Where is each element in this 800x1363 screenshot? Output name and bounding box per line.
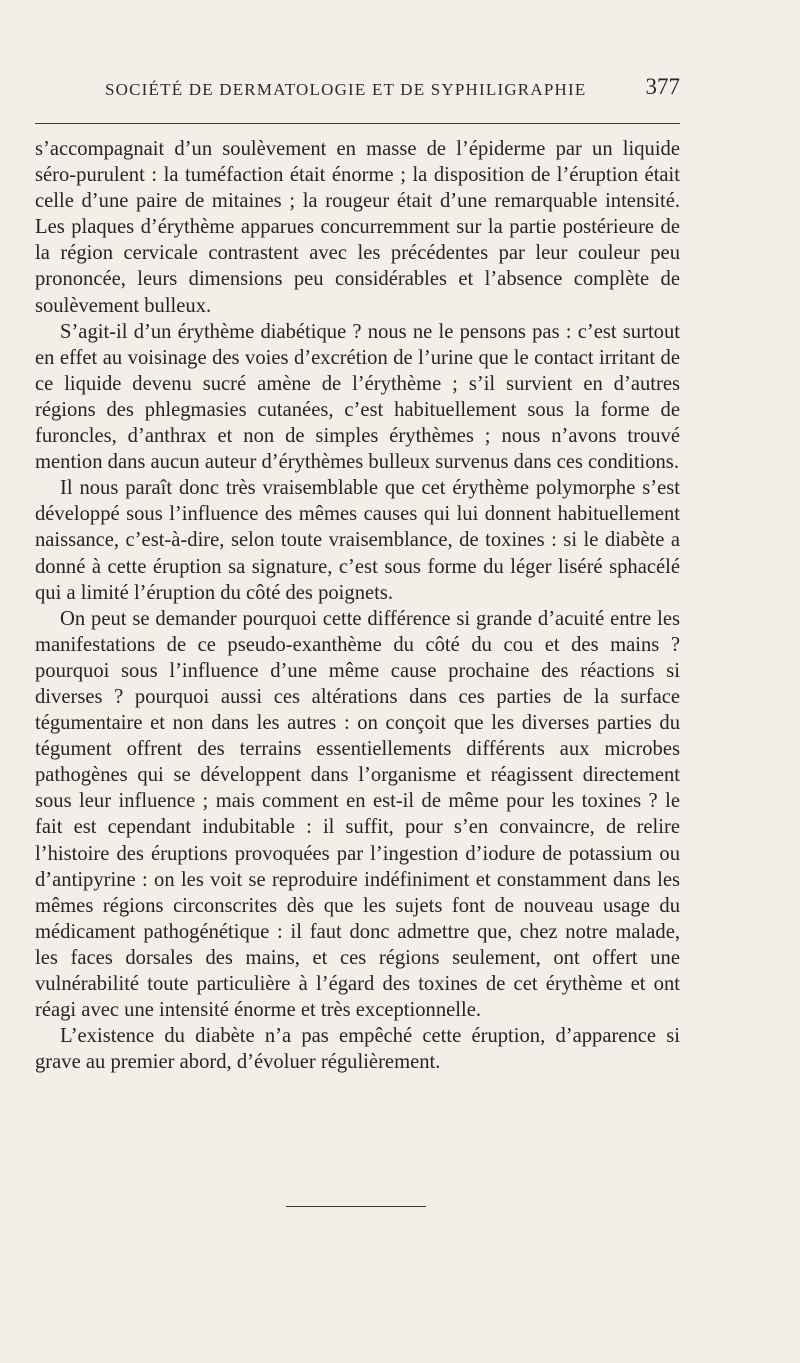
running-head: SOCIÉTÉ DE DERMATOLOGIE ET DE SYPHILIGRAPHIE [105,80,587,99]
paragraph-5: L’existence du diabète n’a pas empêché cette éruption, d’apparence si grave au premier abord, d’évoluer régulièrement. [35,1025,680,1074]
body-text [35,136,680,1075]
paragraph-2: S’agit-il d’un érythème diabétique ? nous ne le pensons pas : c’est surtout en effet au voisinage des voies d’excrétion de l’urine que le contact irritant de ce liquide devenu sucré amène de l’érythème ; s’il survient en d’autres régions des phlegmasies cutanées, c’est habituellement sous la forme de furoncles, d’anthrax et non de simples érythèmes ; nous n’avons trouvé mention dans aucun auteur d’érythèmes bulleux survenus dans ces conditions. [35,320,680,474]
paragraph-4: On peut se demander pourquoi cette différence si grande d’acuité entre les manifestations de ce pseudo-exanthème du côté du cou et des mains ? pourquoi sous l’influence d’une même cause prochaine des réactions si diverses ? pourquoi aussi ces altérations dans ces parties de la surface tégumentaire et non dans les autres : on conçoit que les diverses parties du tégument offrent des terrains essentiellements différents aux microbes pathogènes qui se développent dans l’organisme et réagissent directement sous leur influence ; mais comment en est-il de même pour les toxines ? le fait est cependant indubitable : il suffit, pour s’en convaincre, de relire l’histoire des éruptions provoquées par l’ingestion d’iodure de potassium ou d’antipyrine : on les voit se reproduire indéfiniment et constamment dans les mêmes régions circonscrites dès que les sujets font de nouveau usage du médicament pathogénétique : il faut donc admettre que, chez notre malade, les faces dorsales des mains, et ces régions seulement, ont offert une vulnérabilité toute particulière à l’égard des toxines de cet érythème et ont réagi avec une intensité énorme et très exceptionnelle. [35,607,680,1022]
paragraph-3: Il nous paraît donc très vraisemblable que cet érythème polymorphe s’est développé sous l’influence des mêmes causes qui lui donnent habituellement naissance, c’est-à-dire, selon toute vraisemblance, de toxines : si le diabète a donné à cette éruption sa signature, c’est sous forme du léger liséré sphacélé qui a limité l’éruption du côté des poignets. [35,477,680,604]
page-header [80,74,680,104]
paragraph-1: s’accompagnait d’un soulèvement en masse de l’épiderme par un liquide séro-purulent : la tuméfaction était énorme ; la disposition de l’éruption était celle d’une paire de mitaines ; la rougeur était d’une remarquable intensité. Les plaques d’érythème apparues concurremment sur la partie postérieure de la région cervicale contrastent avec les précédentes par leur couleur peu prononcée, leurs dimensions peu considérables et l’absence complète de soulèvement bulleux. [35,138,680,317]
header-rule [35,123,680,124]
end-rule [286,1206,426,1207]
page-number: 377 [645,74,680,99]
